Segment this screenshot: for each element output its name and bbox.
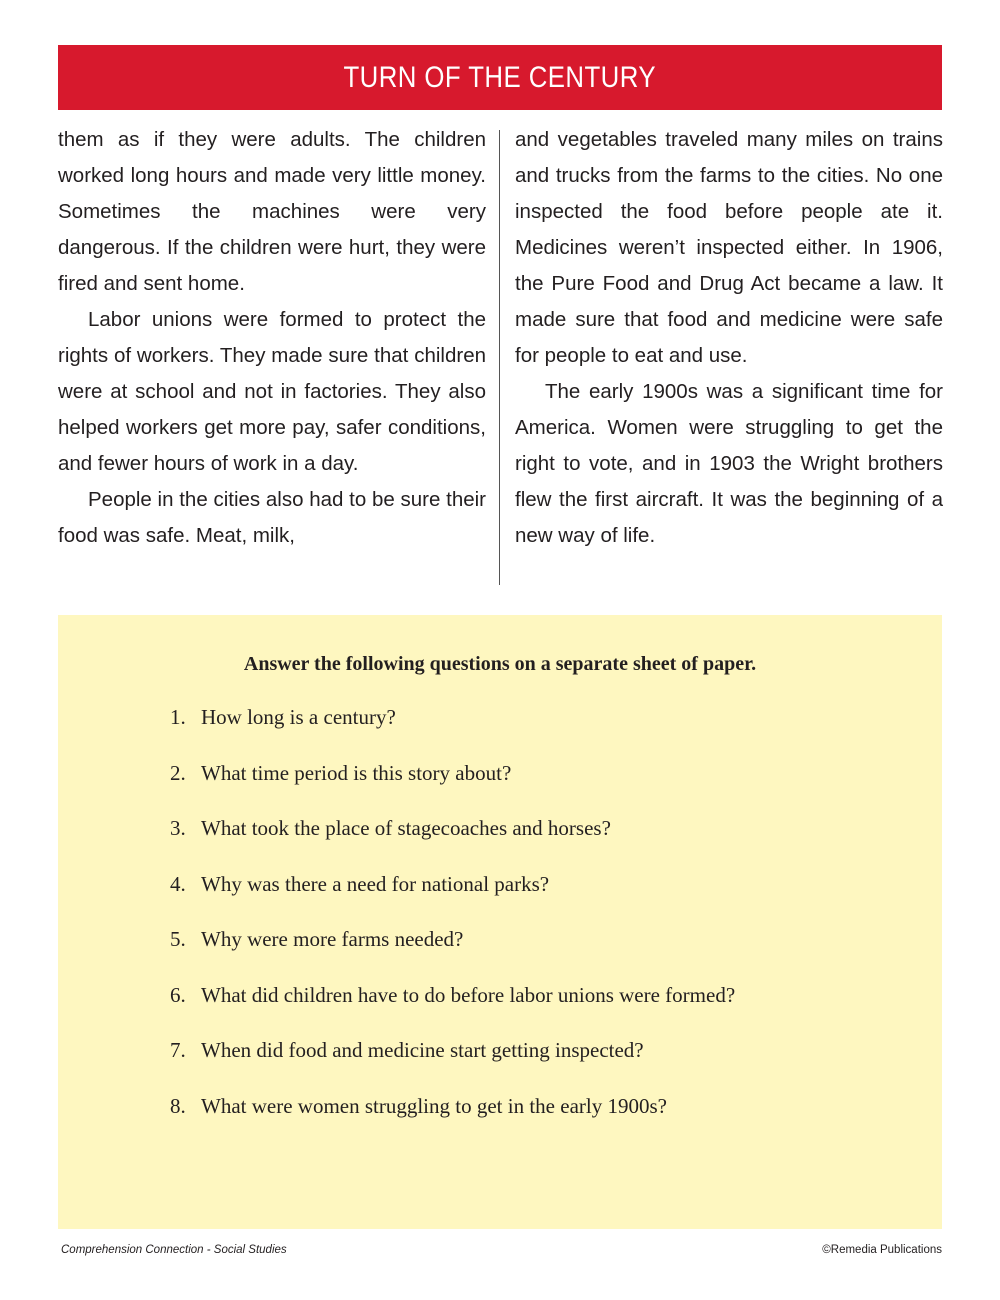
question-text: How long is a century? bbox=[201, 705, 396, 729]
question-text: Why were more farms needed? bbox=[201, 927, 464, 951]
question-number: 5. bbox=[170, 927, 186, 951]
question-item bbox=[170, 705, 735, 761]
footer-series-title: Comprehension Connection - Social Studies bbox=[61, 1244, 287, 1256]
column-divider bbox=[499, 130, 500, 585]
question-number: 1. bbox=[170, 705, 186, 729]
page-title: TURN OF THE CENTURY bbox=[343, 60, 657, 94]
question-number: 2. bbox=[170, 760, 186, 785]
question-number: 4. bbox=[170, 871, 186, 896]
questions-list bbox=[170, 705, 735, 1149]
question-text: What took the place of stagecoaches and horses? bbox=[201, 816, 611, 840]
question-text: When did food and medicine start getting inspected? bbox=[201, 1038, 644, 1062]
paragraph: People in the cities also had to be sure their food was safe. Meat, milk, bbox=[58, 488, 486, 547]
question-number: 3. bbox=[170, 816, 186, 840]
title-banner bbox=[58, 45, 942, 110]
questions-box bbox=[58, 615, 942, 1229]
question-text: What did children have to do before labor unions were formed? bbox=[201, 982, 736, 1007]
reading-passage bbox=[58, 122, 942, 590]
passage-left-column bbox=[58, 122, 486, 554]
question-item bbox=[170, 927, 735, 983]
footer-copyright: ©Remedia Publications bbox=[822, 1244, 942, 1256]
paragraph: Labor unions were formed to protect the rights of workers. They made sure that children were at school and not in factories. They also helped workers get more pay, safer conditions, and fewer hours of work in a day. bbox=[58, 308, 486, 475]
question-item bbox=[170, 1038, 735, 1094]
question-text: Why was there a need for national parks? bbox=[201, 871, 550, 896]
question-text: What were women struggling to get in the early 1900s? bbox=[201, 1093, 667, 1118]
questions-instruction: Answer the following questions on a separate sheet of paper. bbox=[243, 653, 757, 675]
question-item bbox=[170, 983, 735, 1039]
paragraph: them as if they were adults. The children worked long hours and made very little money. Sometimes the machines were very dangerous. If the children were hurt, they were fired and sent home. bbox=[58, 128, 486, 295]
question-item bbox=[170, 761, 735, 817]
question-item bbox=[170, 1094, 735, 1150]
question-text: What time period is this story about? bbox=[201, 760, 512, 785]
passage-right-column bbox=[515, 122, 943, 554]
question-number: 8. bbox=[170, 1093, 186, 1118]
paragraph: The early 1900s was a significant time for America. Women were struggling to get the right to vote, and in 1903 the Wright brothers flew the first aircraft. It was the beginning of a new way of life. bbox=[515, 380, 943, 547]
question-item bbox=[170, 816, 735, 872]
paragraph: and vegetables traveled many miles on trains and trucks from the farms to the cities. No one inspected the food before people ate it. Medicines weren’t inspected either. In 1906, the Pure Food and Drug Act became a law. It made sure that food and medicine were safe for people to eat and use. bbox=[515, 128, 943, 367]
question-number: 6. bbox=[170, 982, 186, 1007]
question-item bbox=[170, 872, 735, 928]
question-number: 7. bbox=[170, 1038, 186, 1062]
